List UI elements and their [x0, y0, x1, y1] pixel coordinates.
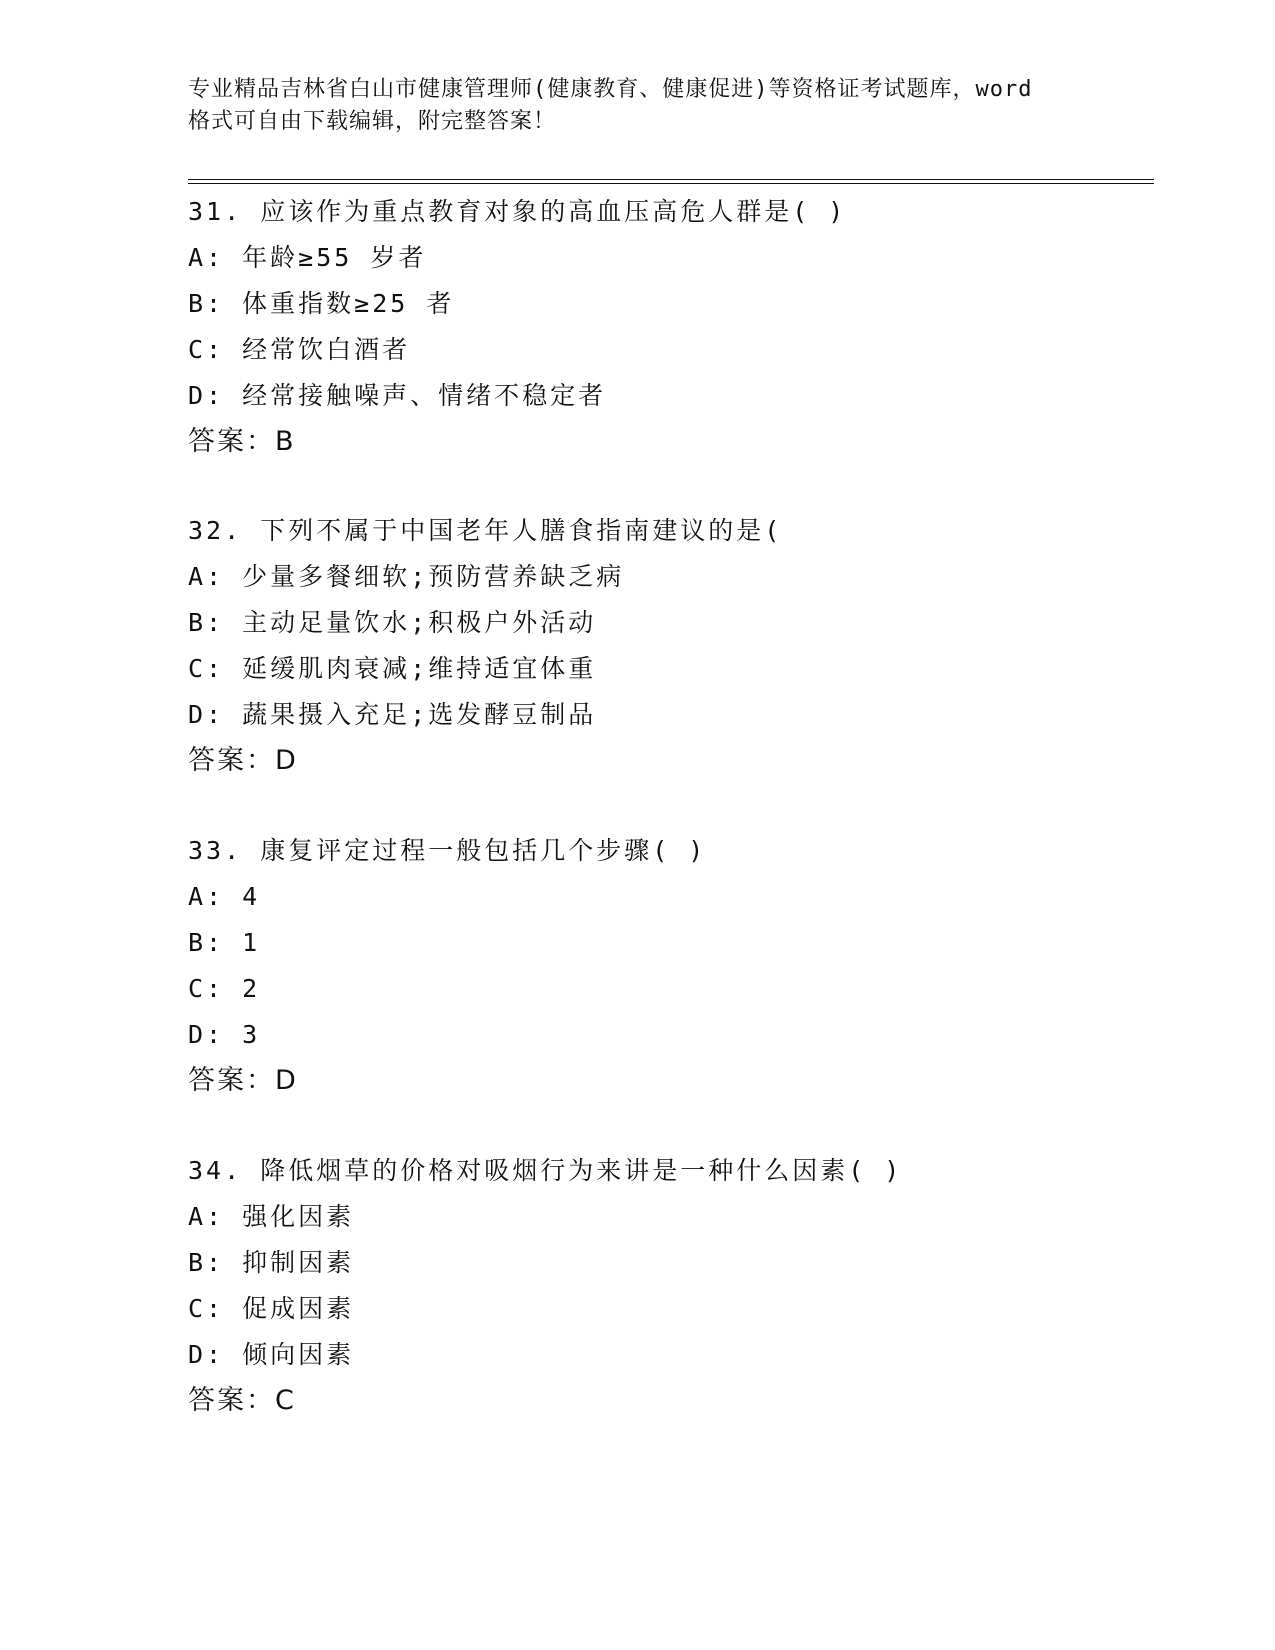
- option-d: D: 经常接触噪声、情绪不稳定者: [188, 381, 607, 410]
- question-stem: 33. 康复评定过程一般包括几个步骤( ): [188, 836, 707, 865]
- answer-line: 答案：B: [188, 426, 296, 457]
- option-c: C: 经常饮白酒者: [188, 335, 411, 364]
- question-stem: 32. 下列不属于中国老年人膳食指南建议的是(: [188, 516, 783, 545]
- answer-line: 答案：D: [188, 745, 298, 776]
- question-stem: 34. 降低烟草的价格对吸烟行为来讲是一种什么因素( ): [188, 1156, 903, 1185]
- question-32: [188, 508, 1148, 784]
- option-a: A: 少量多餐细软;预防营养缺乏病: [188, 562, 625, 591]
- answer-line: 答案：C: [188, 1385, 296, 1416]
- option-a: A: 强化因素: [188, 1202, 355, 1231]
- header-divider-top: [188, 179, 1154, 180]
- question-33: [188, 828, 1148, 1104]
- option-a: A: 4: [188, 882, 261, 911]
- document-header: [188, 74, 1088, 138]
- option-d: D: 3: [188, 1020, 261, 1049]
- header-line-2: 格式可自由下载编辑，附完整答案！: [188, 109, 557, 134]
- option-b: B: 主动足量饮水;积极户外活动: [188, 608, 597, 637]
- question-31: [188, 189, 1148, 465]
- option-c: C: 促成因素: [188, 1294, 355, 1323]
- option-d: D: 蔬果摄入充足;选发酵豆制品: [188, 700, 597, 729]
- header-divider-bottom: [188, 183, 1154, 184]
- question-stem: 31. 应该作为重点教育对象的高血压高危人群是( ): [188, 197, 847, 226]
- answer-line: 答案：D: [188, 1065, 298, 1096]
- question-34: [188, 1148, 1148, 1424]
- header-line-1: 专业精品吉林省白山市健康管理师(健康教育、健康促进)等资格证考试题库，word: [188, 77, 1033, 102]
- option-d: D: 倾向因素: [188, 1340, 355, 1369]
- option-b: B: 体重指数≥25 者: [188, 289, 455, 318]
- option-a: A: 年龄≥55 岁者: [188, 243, 427, 272]
- option-b: B: 1: [188, 928, 261, 957]
- option-b: B: 抑制因素: [188, 1248, 355, 1277]
- option-c: C: 延缓肌肉衰减;维持适宜体重: [188, 654, 597, 683]
- option-c: C: 2: [188, 974, 261, 1003]
